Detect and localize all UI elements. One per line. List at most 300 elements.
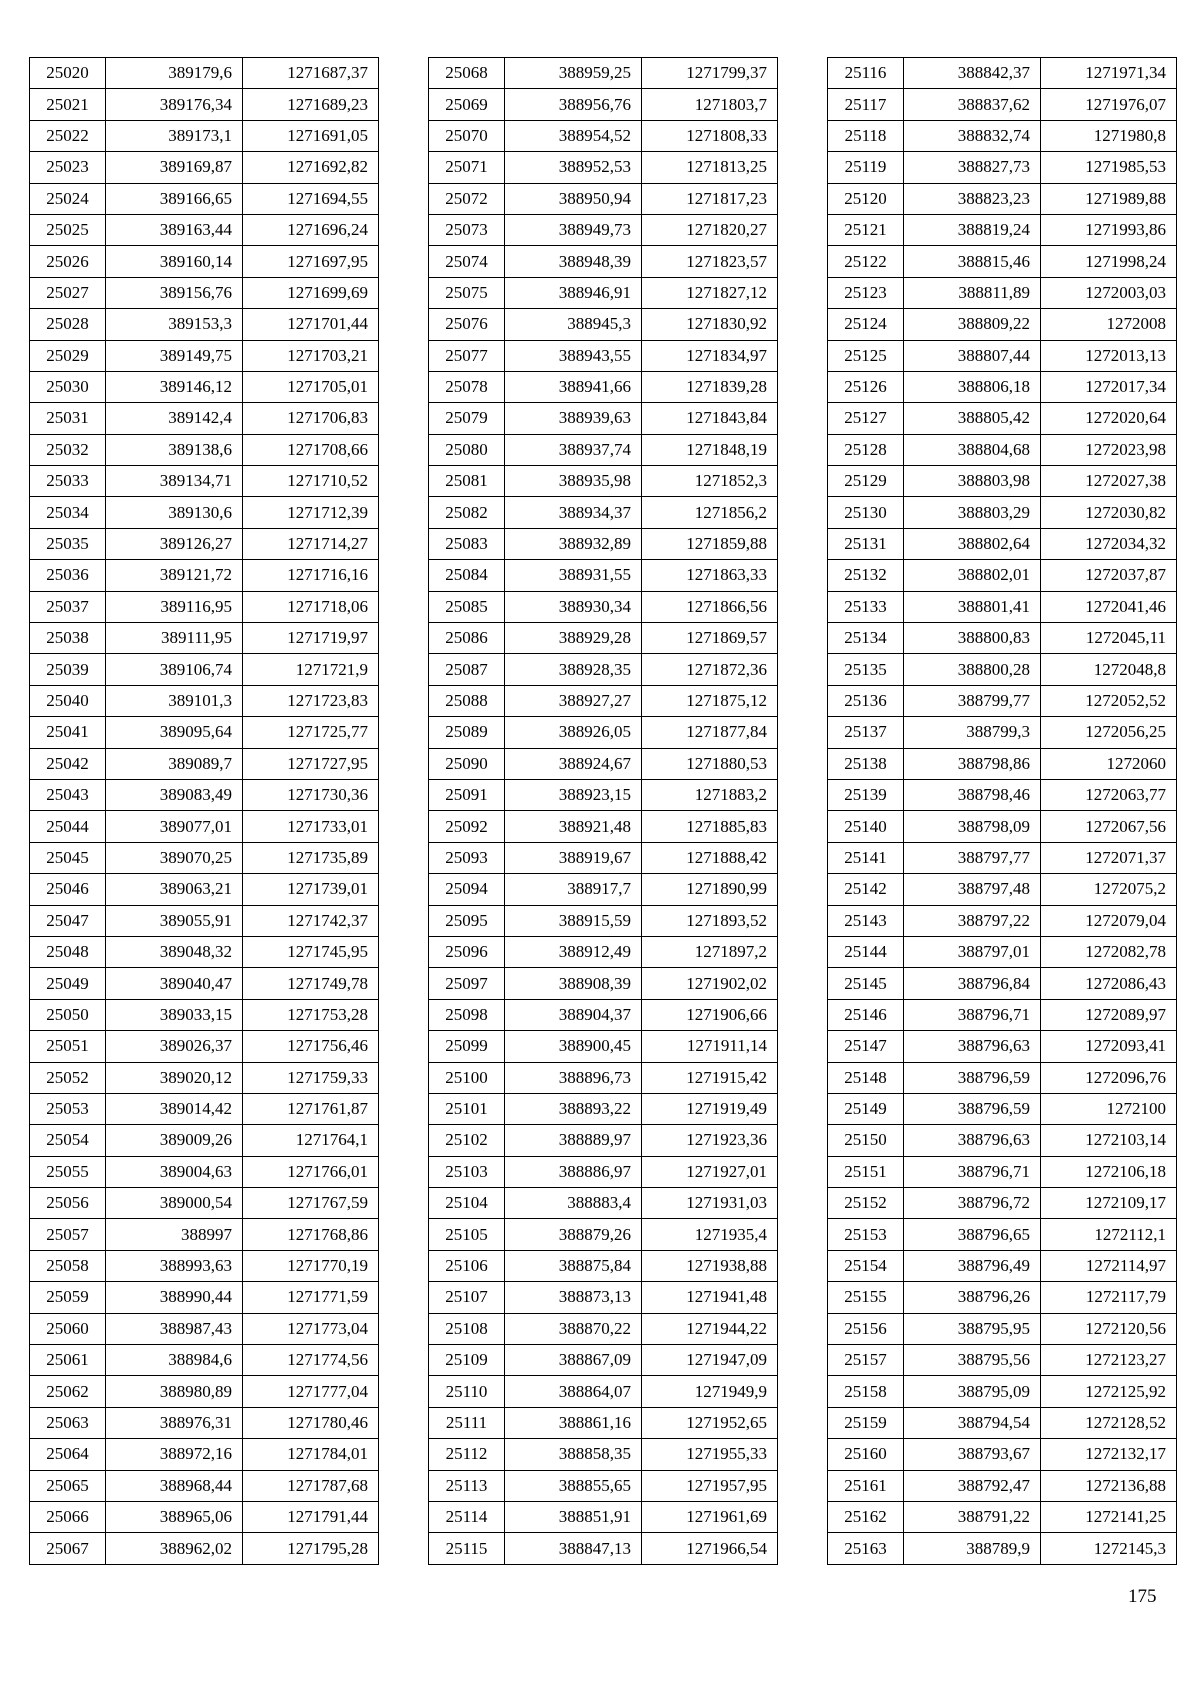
table-row <box>429 560 778 591</box>
x-coordinate-cell: 388932,89 <box>505 528 642 559</box>
point-id-cell: 25146 <box>828 999 904 1030</box>
point-id-cell: 25158 <box>828 1376 904 1407</box>
point-id-cell: 25045 <box>30 842 106 873</box>
y-coordinate-cell: 1272017,34 <box>1041 371 1177 402</box>
table-row <box>828 874 1177 905</box>
table-row <box>429 779 778 810</box>
x-coordinate-cell: 388803,29 <box>904 497 1041 528</box>
point-id-cell: 25090 <box>429 748 505 779</box>
table-row <box>429 1093 778 1124</box>
x-coordinate-cell: 388796,65 <box>904 1219 1041 1250</box>
point-id-cell: 25102 <box>429 1125 505 1156</box>
point-id-cell: 25160 <box>828 1439 904 1470</box>
x-coordinate-cell: 388956,76 <box>505 89 642 120</box>
y-coordinate-cell: 1271733,01 <box>243 811 379 842</box>
y-coordinate-cell: 1271689,23 <box>243 89 379 120</box>
table-row <box>30 1376 379 1407</box>
point-id-cell: 25101 <box>429 1093 505 1124</box>
y-coordinate-cell: 1271773,04 <box>243 1313 379 1344</box>
x-coordinate-cell: 389106,74 <box>106 654 243 685</box>
x-coordinate-cell: 388799,77 <box>904 685 1041 716</box>
x-coordinate-cell: 389149,75 <box>106 340 243 371</box>
x-coordinate-cell: 388851,91 <box>505 1501 642 1532</box>
table-row <box>30 403 379 434</box>
point-id-cell: 25080 <box>429 434 505 465</box>
point-id-cell: 25155 <box>828 1282 904 1313</box>
y-coordinate-cell: 1271749,78 <box>243 968 379 999</box>
point-id-cell: 25163 <box>828 1533 904 1564</box>
y-coordinate-cell: 1271787,68 <box>243 1470 379 1501</box>
y-coordinate-cell: 1271813,25 <box>642 152 778 183</box>
x-coordinate-cell: 388798,09 <box>904 811 1041 842</box>
y-coordinate-cell: 1271976,07 <box>1041 89 1177 120</box>
table-row <box>30 685 379 716</box>
table-row <box>429 434 778 465</box>
x-coordinate-cell: 388827,73 <box>904 152 1041 183</box>
point-id-cell: 25162 <box>828 1501 904 1532</box>
point-id-cell: 25116 <box>828 58 904 89</box>
y-coordinate-cell: 1271902,02 <box>642 968 778 999</box>
table-row <box>429 623 778 654</box>
y-coordinate-cell: 1271866,56 <box>642 591 778 622</box>
point-id-cell: 25100 <box>429 1062 505 1093</box>
table-row <box>30 152 379 183</box>
table-row <box>429 1062 778 1093</box>
point-id-cell: 25057 <box>30 1219 106 1250</box>
table-row <box>828 1250 1177 1281</box>
table-row <box>30 811 379 842</box>
x-coordinate-cell: 388954,52 <box>505 120 642 151</box>
point-id-cell: 25047 <box>30 905 106 936</box>
y-coordinate-cell: 1271938,88 <box>642 1250 778 1281</box>
x-coordinate-cell: 389179,6 <box>106 58 243 89</box>
x-coordinate-cell: 388919,67 <box>505 842 642 873</box>
x-coordinate-cell: 388798,46 <box>904 779 1041 810</box>
y-coordinate-cell: 1271803,7 <box>642 89 778 120</box>
point-id-cell: 25108 <box>429 1313 505 1344</box>
point-id-cell: 25123 <box>828 277 904 308</box>
point-id-cell: 25147 <box>828 1031 904 1062</box>
table-row <box>429 1501 778 1532</box>
table-row <box>429 1533 778 1564</box>
x-coordinate-cell: 388930,34 <box>505 591 642 622</box>
y-coordinate-cell: 1272060 <box>1041 748 1177 779</box>
table-row <box>30 340 379 371</box>
table-row <box>429 1470 778 1501</box>
point-id-cell: 25145 <box>828 968 904 999</box>
table-row <box>30 905 379 936</box>
y-coordinate-cell: 1271730,36 <box>243 779 379 810</box>
table-row <box>30 1093 379 1124</box>
y-coordinate-cell: 1271770,19 <box>243 1250 379 1281</box>
y-coordinate-cell: 1272120,56 <box>1041 1313 1177 1344</box>
x-coordinate-cell: 389009,26 <box>106 1125 243 1156</box>
x-coordinate-cell: 388873,13 <box>505 1282 642 1313</box>
y-coordinate-cell: 1271692,82 <box>243 152 379 183</box>
x-coordinate-cell: 388804,68 <box>904 434 1041 465</box>
point-id-cell: 25032 <box>30 434 106 465</box>
point-id-cell: 25098 <box>429 999 505 1030</box>
x-coordinate-cell: 389033,15 <box>106 999 243 1030</box>
table-row <box>828 842 1177 873</box>
point-id-cell: 25069 <box>429 89 505 120</box>
y-coordinate-cell: 1271863,33 <box>642 560 778 591</box>
y-coordinate-cell: 1272013,13 <box>1041 340 1177 371</box>
point-id-cell: 25079 <box>429 403 505 434</box>
table-row <box>828 811 1177 842</box>
x-coordinate-cell: 388927,27 <box>505 685 642 716</box>
table-row <box>828 748 1177 779</box>
y-coordinate-cell: 1271830,92 <box>642 309 778 340</box>
x-coordinate-cell: 388796,59 <box>904 1093 1041 1124</box>
table-row <box>429 842 778 873</box>
point-id-cell: 25153 <box>828 1219 904 1250</box>
table-row <box>429 89 778 120</box>
table-row <box>429 1313 778 1344</box>
table-row <box>429 277 778 308</box>
coordinate-tables <box>29 57 1177 1565</box>
point-id-cell: 25157 <box>828 1345 904 1376</box>
table-row <box>30 1282 379 1313</box>
point-id-cell: 25076 <box>429 309 505 340</box>
point-id-cell: 25133 <box>828 591 904 622</box>
table-row <box>30 1125 379 1156</box>
x-coordinate-cell: 388945,3 <box>505 309 642 340</box>
y-coordinate-cell: 1271843,84 <box>642 403 778 434</box>
table-row <box>828 1188 1177 1219</box>
x-coordinate-cell: 389095,64 <box>106 717 243 748</box>
y-coordinate-cell: 1271872,36 <box>642 654 778 685</box>
x-coordinate-cell: 388800,83 <box>904 623 1041 654</box>
y-coordinate-cell: 1271880,53 <box>642 748 778 779</box>
table-row <box>429 246 778 277</box>
point-id-cell: 25041 <box>30 717 106 748</box>
table-row <box>30 89 379 120</box>
x-coordinate-cell: 388915,59 <box>505 905 642 936</box>
table-row <box>30 1439 379 1470</box>
point-id-cell: 25052 <box>30 1062 106 1093</box>
x-coordinate-cell: 388823,23 <box>904 183 1041 214</box>
point-id-cell: 25077 <box>429 340 505 371</box>
x-coordinate-cell: 388806,18 <box>904 371 1041 402</box>
coordinate-table-2 <box>428 57 778 1565</box>
table-row <box>828 1031 1177 1062</box>
table-row <box>828 968 1177 999</box>
x-coordinate-cell: 388791,22 <box>904 1501 1041 1532</box>
y-coordinate-cell: 1271697,95 <box>243 246 379 277</box>
table-row <box>30 936 379 967</box>
table-row <box>30 58 379 89</box>
point-id-cell: 25117 <box>828 89 904 120</box>
point-id-cell: 25107 <box>429 1282 505 1313</box>
x-coordinate-cell: 388864,07 <box>505 1376 642 1407</box>
table-row <box>429 717 778 748</box>
point-id-cell: 25134 <box>828 623 904 654</box>
table-row <box>429 466 778 497</box>
point-id-cell: 25118 <box>828 120 904 151</box>
x-coordinate-cell: 388795,95 <box>904 1313 1041 1344</box>
point-id-cell: 25073 <box>429 214 505 245</box>
table-row <box>828 58 1177 89</box>
y-coordinate-cell: 1272075,2 <box>1041 874 1177 905</box>
point-id-cell: 25161 <box>828 1470 904 1501</box>
table-row <box>429 654 778 685</box>
point-id-cell: 25049 <box>30 968 106 999</box>
x-coordinate-cell: 388980,89 <box>106 1376 243 1407</box>
point-id-cell: 25070 <box>429 120 505 151</box>
y-coordinate-cell: 1271718,06 <box>243 591 379 622</box>
x-coordinate-cell: 389142,4 <box>106 403 243 434</box>
point-id-cell: 25139 <box>828 779 904 810</box>
y-coordinate-cell: 1271998,24 <box>1041 246 1177 277</box>
x-coordinate-cell: 388935,98 <box>505 466 642 497</box>
x-coordinate-cell: 388811,89 <box>904 277 1041 308</box>
point-id-cell: 25085 <box>429 591 505 622</box>
table-row <box>30 183 379 214</box>
x-coordinate-cell: 388793,67 <box>904 1439 1041 1470</box>
table-row <box>429 309 778 340</box>
point-id-cell: 25122 <box>828 246 904 277</box>
x-coordinate-cell: 388796,72 <box>904 1188 1041 1219</box>
y-coordinate-cell: 1271768,86 <box>243 1219 379 1250</box>
table-row <box>30 1470 379 1501</box>
table-row <box>828 1439 1177 1470</box>
point-id-cell: 25126 <box>828 371 904 402</box>
x-coordinate-cell: 388798,86 <box>904 748 1041 779</box>
y-coordinate-cell: 1271703,21 <box>243 340 379 371</box>
x-coordinate-cell: 388870,22 <box>505 1313 642 1344</box>
table-row <box>429 999 778 1030</box>
point-id-cell: 25058 <box>30 1250 106 1281</box>
point-id-cell: 25065 <box>30 1470 106 1501</box>
x-coordinate-cell: 389070,25 <box>106 842 243 873</box>
y-coordinate-cell: 1272041,46 <box>1041 591 1177 622</box>
y-coordinate-cell: 1272086,43 <box>1041 968 1177 999</box>
y-coordinate-cell: 1271753,28 <box>243 999 379 1030</box>
point-id-cell: 25023 <box>30 152 106 183</box>
x-coordinate-cell: 388796,59 <box>904 1062 1041 1093</box>
y-coordinate-cell: 1271727,95 <box>243 748 379 779</box>
table-row <box>828 1062 1177 1093</box>
x-coordinate-cell: 388883,4 <box>505 1188 642 1219</box>
y-coordinate-cell: 1271766,01 <box>243 1156 379 1187</box>
point-id-cell: 25072 <box>429 183 505 214</box>
x-coordinate-cell: 389146,12 <box>106 371 243 402</box>
x-coordinate-cell: 388800,28 <box>904 654 1041 685</box>
point-id-cell: 25063 <box>30 1407 106 1438</box>
x-coordinate-cell: 388937,74 <box>505 434 642 465</box>
y-coordinate-cell: 1271915,42 <box>642 1062 778 1093</box>
table-row <box>30 214 379 245</box>
point-id-cell: 25092 <box>429 811 505 842</box>
table-row <box>828 1407 1177 1438</box>
y-coordinate-cell: 1272106,18 <box>1041 1156 1177 1187</box>
x-coordinate-cell: 388972,16 <box>106 1439 243 1470</box>
table-row <box>30 1219 379 1250</box>
point-id-cell: 25151 <box>828 1156 904 1187</box>
y-coordinate-cell: 1271961,69 <box>642 1501 778 1532</box>
y-coordinate-cell: 1272132,17 <box>1041 1439 1177 1470</box>
point-id-cell: 25078 <box>429 371 505 402</box>
x-coordinate-cell: 388796,84 <box>904 968 1041 999</box>
table-row <box>429 1250 778 1281</box>
table-row <box>828 905 1177 936</box>
y-coordinate-cell: 1272145,3 <box>1041 1533 1177 1564</box>
point-id-cell: 25113 <box>429 1470 505 1501</box>
x-coordinate-cell: 388993,63 <box>106 1250 243 1281</box>
x-coordinate-cell: 389169,87 <box>106 152 243 183</box>
x-coordinate-cell: 388832,74 <box>904 120 1041 151</box>
y-coordinate-cell: 1272034,32 <box>1041 528 1177 559</box>
point-id-cell: 25109 <box>429 1345 505 1376</box>
x-coordinate-cell: 388796,49 <box>904 1250 1041 1281</box>
point-id-cell: 25061 <box>30 1345 106 1376</box>
table-row <box>30 560 379 591</box>
x-coordinate-cell: 388965,06 <box>106 1501 243 1532</box>
table-row <box>429 874 778 905</box>
table-row <box>429 1188 778 1219</box>
y-coordinate-cell: 1272071,37 <box>1041 842 1177 873</box>
table-row <box>429 1407 778 1438</box>
y-coordinate-cell: 1272067,56 <box>1041 811 1177 842</box>
y-coordinate-cell: 1271923,36 <box>642 1125 778 1156</box>
x-coordinate-cell: 388950,94 <box>505 183 642 214</box>
table-row <box>429 811 778 842</box>
table-row <box>30 371 379 402</box>
y-coordinate-cell: 1271893,52 <box>642 905 778 936</box>
point-id-cell: 25143 <box>828 905 904 936</box>
point-id-cell: 25099 <box>429 1031 505 1062</box>
y-coordinate-cell: 1271696,24 <box>243 214 379 245</box>
table-row <box>429 528 778 559</box>
point-id-cell: 25130 <box>828 497 904 528</box>
table-row <box>828 1313 1177 1344</box>
point-id-cell: 25137 <box>828 717 904 748</box>
x-coordinate-cell: 388968,44 <box>106 1470 243 1501</box>
point-id-cell: 25020 <box>30 58 106 89</box>
point-id-cell: 25154 <box>828 1250 904 1281</box>
x-coordinate-cell: 389116,95 <box>106 591 243 622</box>
y-coordinate-cell: 1271911,14 <box>642 1031 778 1062</box>
point-id-cell: 25128 <box>828 434 904 465</box>
y-coordinate-cell: 1271989,88 <box>1041 183 1177 214</box>
table-row <box>828 779 1177 810</box>
table-row <box>828 1219 1177 1250</box>
point-id-cell: 25068 <box>429 58 505 89</box>
point-id-cell: 25144 <box>828 936 904 967</box>
point-id-cell: 25129 <box>828 466 904 497</box>
point-id-cell: 25074 <box>429 246 505 277</box>
y-coordinate-cell: 1271756,46 <box>243 1031 379 1062</box>
x-coordinate-cell: 388900,45 <box>505 1031 642 1062</box>
y-coordinate-cell: 1272063,77 <box>1041 779 1177 810</box>
y-coordinate-cell: 1271944,22 <box>642 1313 778 1344</box>
x-coordinate-cell: 388946,91 <box>505 277 642 308</box>
x-coordinate-cell: 388797,22 <box>904 905 1041 936</box>
point-id-cell: 25103 <box>429 1156 505 1187</box>
point-id-cell: 25034 <box>30 497 106 528</box>
table-row <box>828 1125 1177 1156</box>
point-id-cell: 25037 <box>30 591 106 622</box>
y-coordinate-cell: 1271839,28 <box>642 371 778 402</box>
x-coordinate-cell: 388802,01 <box>904 560 1041 591</box>
table-row <box>30 1062 379 1093</box>
x-coordinate-cell: 389126,27 <box>106 528 243 559</box>
table-row <box>30 1313 379 1344</box>
point-id-cell: 25082 <box>429 497 505 528</box>
point-id-cell: 25150 <box>828 1125 904 1156</box>
point-id-cell: 25148 <box>828 1062 904 1093</box>
x-coordinate-cell: 388805,42 <box>904 403 1041 434</box>
table-row <box>828 591 1177 622</box>
point-id-cell: 25081 <box>429 466 505 497</box>
table-row <box>429 403 778 434</box>
table-row <box>828 466 1177 497</box>
table-row <box>429 1031 778 1062</box>
y-coordinate-cell: 1271708,66 <box>243 434 379 465</box>
table-row <box>429 152 778 183</box>
point-id-cell: 25132 <box>828 560 904 591</box>
point-id-cell: 25044 <box>30 811 106 842</box>
point-id-cell: 25036 <box>30 560 106 591</box>
x-coordinate-cell: 388896,73 <box>505 1062 642 1093</box>
y-coordinate-cell: 1271949,9 <box>642 1376 778 1407</box>
point-id-cell: 25136 <box>828 685 904 716</box>
point-id-cell: 25055 <box>30 1156 106 1187</box>
point-id-cell: 25156 <box>828 1313 904 1344</box>
point-id-cell: 25029 <box>30 340 106 371</box>
x-coordinate-cell: 388987,43 <box>106 1313 243 1344</box>
x-coordinate-cell: 389014,42 <box>106 1093 243 1124</box>
x-coordinate-cell: 388795,56 <box>904 1345 1041 1376</box>
table-body <box>429 58 778 1565</box>
y-coordinate-cell: 1272114,97 <box>1041 1250 1177 1281</box>
table-row <box>30 1188 379 1219</box>
table-row <box>828 936 1177 967</box>
x-coordinate-cell: 388929,28 <box>505 623 642 654</box>
table-row <box>30 309 379 340</box>
x-coordinate-cell: 388879,26 <box>505 1219 642 1250</box>
x-coordinate-cell: 388904,37 <box>505 999 642 1030</box>
x-coordinate-cell: 389000,54 <box>106 1188 243 1219</box>
x-coordinate-cell: 388796,26 <box>904 1282 1041 1313</box>
point-id-cell: 25120 <box>828 183 904 214</box>
y-coordinate-cell: 1271852,3 <box>642 466 778 497</box>
y-coordinate-cell: 1271947,09 <box>642 1345 778 1376</box>
x-coordinate-cell: 388801,41 <box>904 591 1041 622</box>
y-coordinate-cell: 1272045,11 <box>1041 623 1177 654</box>
table-row <box>429 1282 778 1313</box>
point-id-cell: 25066 <box>30 1501 106 1532</box>
x-coordinate-cell: 388861,16 <box>505 1407 642 1438</box>
x-coordinate-cell: 389040,47 <box>106 968 243 999</box>
y-coordinate-cell: 1271780,46 <box>243 1407 379 1438</box>
point-id-cell: 25093 <box>429 842 505 873</box>
y-coordinate-cell: 1271719,97 <box>243 623 379 654</box>
x-coordinate-cell: 388976,31 <box>106 1407 243 1438</box>
y-coordinate-cell: 1272030,82 <box>1041 497 1177 528</box>
point-id-cell: 25124 <box>828 309 904 340</box>
table-row <box>429 1376 778 1407</box>
x-coordinate-cell: 388794,54 <box>904 1407 1041 1438</box>
table-row <box>828 403 1177 434</box>
x-coordinate-cell: 389020,12 <box>106 1062 243 1093</box>
point-id-cell: 25026 <box>30 246 106 277</box>
y-coordinate-cell: 1271888,42 <box>642 842 778 873</box>
x-coordinate-cell: 388789,9 <box>904 1533 1041 1564</box>
y-coordinate-cell: 1272096,76 <box>1041 1062 1177 1093</box>
table-row <box>828 1501 1177 1532</box>
